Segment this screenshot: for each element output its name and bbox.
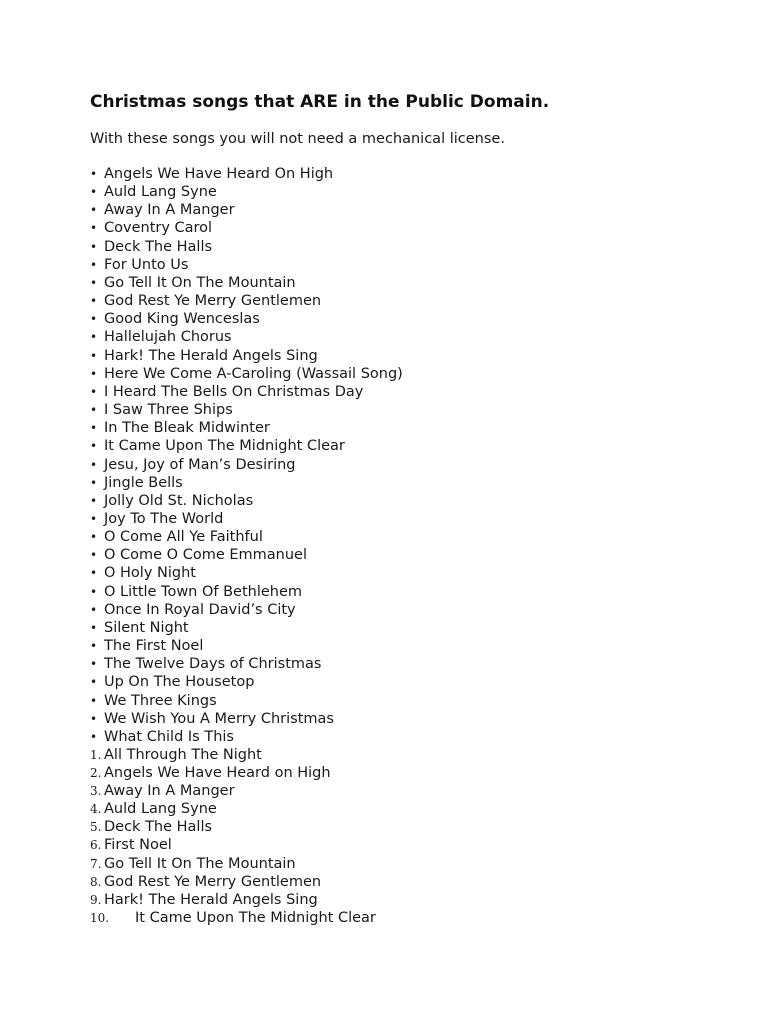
bullet-marker: • [90, 729, 98, 744]
item-number: 2. [90, 766, 102, 781]
bullet-marker: • [90, 167, 98, 181]
song-title: I Heard The Bells On Christmas Day [104, 383, 364, 400]
item-number: 5. [90, 820, 102, 835]
list-item [90, 492, 403, 510]
bullet-marker: • [90, 548, 98, 563]
song-title: Hark! The Herald Angels Sing [104, 347, 318, 364]
list-item [90, 891, 376, 909]
item-number: 8. [90, 874, 102, 889]
bullet-song-list [90, 165, 403, 746]
numbered-song-list [90, 746, 376, 927]
song-title: Once In Royal David’s City [104, 601, 296, 618]
list-item [90, 292, 403, 310]
list-item [90, 546, 403, 564]
song-title: All Through The Night [104, 747, 262, 763]
list-item [90, 328, 403, 346]
list-item [90, 437, 403, 455]
song-title: We Three Kings [104, 692, 217, 709]
song-title: O Little Town Of Bethlehem [104, 583, 303, 600]
bullet-marker: • [90, 530, 98, 545]
bullet-marker: • [90, 366, 98, 381]
list-item [90, 528, 403, 546]
song-title: Deck The Halls [104, 238, 213, 255]
list-item [90, 673, 403, 691]
list-item [90, 165, 403, 183]
bullet-marker: • [90, 566, 98, 581]
subtitle: With these songs you will not need a mechanical license. [90, 131, 505, 147]
bullet-marker: • [90, 511, 98, 526]
list-item [90, 219, 403, 237]
list-item [90, 873, 376, 891]
list-item [90, 710, 403, 728]
item-number: 4. [90, 802, 102, 817]
list-item [90, 274, 403, 292]
bullet-marker: • [90, 657, 98, 672]
song-title: O Holy Night [104, 565, 196, 582]
list-item [90, 692, 403, 710]
bullet-marker: • [90, 257, 98, 272]
list-item [90, 183, 403, 201]
list-item [90, 564, 403, 582]
bullet-marker: • [90, 693, 98, 708]
bullet-marker: • [90, 203, 98, 218]
bullet-marker: • [90, 620, 98, 635]
bullet-marker: • [90, 384, 98, 399]
bullet-marker: • [90, 457, 98, 472]
list-item [90, 764, 376, 782]
bullet-marker: • [90, 239, 98, 254]
bullet-marker: • [90, 330, 98, 345]
song-title: Jingle Bells [104, 474, 183, 491]
song-title: Go Tell It On The Mountain [104, 274, 296, 291]
list-item [90, 456, 403, 474]
song-title: O Come O Come Emmanuel [104, 547, 307, 564]
bullet-marker: • [90, 348, 98, 363]
bullet-marker: • [90, 185, 98, 200]
list-item [90, 728, 403, 746]
bullet-marker: • [90, 403, 98, 418]
item-number: 7. [90, 856, 102, 871]
song-title: Angels We Have Heard On High [104, 166, 334, 182]
song-title: Silent Night [104, 619, 189, 636]
item-number: 1. [90, 748, 102, 762]
list-item [90, 619, 403, 637]
song-title: In The Bleak Midwinter [104, 420, 270, 437]
list-item [90, 601, 403, 619]
song-title: First Noel [104, 837, 172, 854]
list-item [90, 401, 403, 419]
list-item [90, 474, 403, 492]
bullet-marker: • [90, 602, 98, 617]
song-title: Hark! The Herald Angels Sing [104, 891, 318, 908]
song-title: Away In A Manger [104, 783, 235, 800]
bullet-marker: • [90, 711, 98, 726]
song-title: Up On The Housetop [104, 674, 255, 691]
song-title: It Came Upon The Midnight Clear [135, 909, 376, 926]
list-item [90, 746, 376, 764]
song-title: Here We Come A-Caroling (Wassail Song) [104, 365, 403, 382]
list-item [90, 510, 403, 528]
bullet-marker: • [90, 475, 98, 490]
song-title: It Came Upon The Midnight Clear [104, 438, 345, 455]
list-item [90, 238, 403, 256]
song-title: Joy To The World [104, 510, 224, 527]
song-title: Auld Lang Syne [104, 184, 217, 201]
item-number: 10. [90, 910, 110, 925]
list-item [90, 256, 403, 274]
bullet-marker: • [90, 275, 98, 290]
song-title: What Child Is This [104, 728, 234, 745]
bullet-marker: • [90, 294, 98, 309]
list-item [90, 909, 376, 927]
list-item [90, 818, 376, 836]
list-item [90, 383, 403, 401]
bullet-marker: • [90, 312, 98, 327]
bullet-marker: • [90, 493, 98, 508]
song-title: Jesu, Joy of Man’s Desiring [104, 456, 296, 473]
song-title: God Rest Ye Merry Gentlemen [104, 873, 322, 890]
list-item [90, 855, 376, 873]
song-title: Jolly Old St. Nicholas [104, 492, 254, 509]
list-item [90, 365, 403, 383]
bullet-marker: • [90, 584, 98, 599]
list-item [90, 800, 376, 818]
bullet-marker: • [90, 439, 98, 454]
list-item [90, 310, 403, 328]
bullet-marker: • [90, 421, 98, 436]
bullet-marker: • [90, 675, 98, 690]
list-item [90, 655, 403, 673]
bullet-marker: • [90, 221, 98, 236]
item-number: 9. [90, 892, 102, 907]
song-title: Angels We Have Heard on High [104, 765, 331, 782]
song-title: For Unto Us [104, 256, 189, 273]
song-title: Deck The Halls [104, 819, 213, 836]
list-item [90, 583, 403, 601]
song-title: God Rest Ye Merry Gentlemen [104, 293, 322, 310]
song-title: The Twelve Days of Christmas [104, 656, 322, 673]
song-title: The First Noel [104, 638, 204, 655]
song-title: I Saw Three Ships [104, 402, 233, 419]
list-item [90, 201, 403, 219]
list-item [90, 782, 376, 800]
song-title: Away In A Manger [104, 202, 235, 219]
song-title: Go Tell It On The Mountain [104, 855, 296, 872]
item-number: 6. [90, 838, 102, 853]
song-title: Auld Lang Syne [104, 801, 217, 818]
song-title: Good King Wenceslas [104, 311, 260, 328]
song-title: Coventry Carol [104, 220, 213, 237]
song-title: We Wish You A Merry Christmas [104, 710, 334, 727]
list-item [90, 419, 403, 437]
bullet-marker: • [90, 639, 98, 654]
list-item [90, 836, 376, 854]
list-item [90, 637, 403, 655]
page-title: Christmas songs that ARE in the Public Domain. [90, 92, 550, 112]
item-number: 3. [90, 784, 102, 799]
song-title: Hallelujah Chorus [104, 329, 232, 346]
song-title: O Come All Ye Faithful [104, 529, 263, 546]
list-item [90, 347, 403, 365]
